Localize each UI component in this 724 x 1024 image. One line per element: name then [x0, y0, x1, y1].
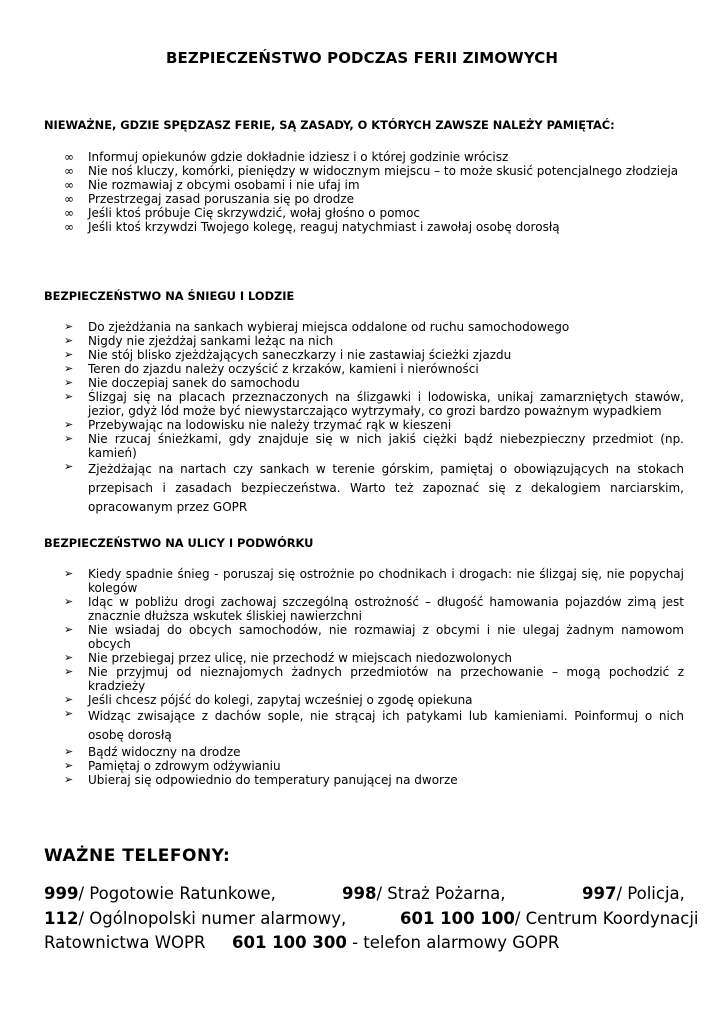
- list-item: ➢ Nie rzucaj śnieżkami, gdy znajduje się w nich jakiś ciężki bądź niebezpieczny przedmiot (np. kamień): [64, 432, 684, 460]
- list-item: ➢ Zjeżdżając na nartach czy sankach w terenie górskim, pamiętaj o obowiązujących na stokach przepisach i zasadach bezpieczeństwa. Warto też zapoznać się z dekalogiem narciarskim, opracowanym przez GOPR: [64, 460, 684, 514]
- section3-list: [44, 567, 684, 787]
- arrowhead-bullet-icon: ➢: [64, 665, 74, 678]
- list-item: ∞ Informuj opiekunów gdzie dokładnie idziesz i o której godzinie wrócisz: [64, 150, 509, 164]
- list-item: ➢ Przebywając na lodowisku nie należy trzymać rąk w kieszeni: [64, 418, 452, 432]
- list-item: ➢ Bądź widoczny na drodze: [64, 745, 241, 759]
- phones-heading: WAŻNE TELEFONY:: [44, 846, 231, 866]
- arrowhead-bullet-icon: ➢: [64, 320, 74, 333]
- arrowhead-bullet-icon: ➢: [64, 362, 74, 375]
- arrowhead-bullet-icon: ➢: [64, 390, 74, 403]
- list-item: ∞ Nie rozmawiaj z obcymi osobami i nie ufaj im: [64, 178, 360, 192]
- arrowhead-bullet-icon: ➢: [64, 567, 74, 580]
- arrowhead-bullet-icon: ➢: [64, 651, 74, 664]
- arrowhead-bullet-icon: ➢: [64, 334, 74, 347]
- list-item: ∞ Jeśli ktoś próbuje Cię skrzywdzić, wołaj głośno o pomoc: [64, 206, 421, 220]
- arrowhead-bullet-icon: ➢: [64, 432, 74, 445]
- arrowhead-bullet-icon: ➢: [64, 595, 74, 608]
- list-item: ➢ Nigdy nie zjeżdżaj sankami leżąc na nich: [64, 334, 334, 348]
- phone-entry: 999/ Pogotowie Ratunkowe,: [44, 884, 276, 903]
- list-item: ➢ Ubieraj się odpowiednio do temperatury panującej na dworze: [64, 773, 458, 787]
- list-item: ➢ Nie przebiegaj przez ulicę, nie przechodź w miejscach niedozwolonych: [64, 651, 512, 665]
- arrowhead-bullet-icon: ➢: [64, 418, 74, 431]
- phone-entry: 601 100 300 - telefon alarmowy GOPR: [232, 933, 560, 952]
- arrowhead-bullet-icon: ➢: [64, 376, 74, 389]
- phone-entry: 112/ Ogólnopolski numer alarmowy,: [44, 909, 347, 928]
- list-item: ➢ Nie stój blisko zjeżdżających saneczkarzy i nie zastawiaj ścieżki zjazdu: [64, 348, 512, 362]
- list-item: ➢ Jeśli chcesz pójść do kolegi, zapytaj wcześniej o zgodę opiekuna: [64, 693, 473, 707]
- list-item: ➢ Kiedy spadnie śnieg - poruszaj się ostrożnie po chodnikach i drogach: nie ślizgaj się, nie popychaj kolegów: [64, 567, 684, 595]
- list-item: ➢ Idąc w pobliżu drogi zachowaj szczególną ostrożność – długość hamowania pojazdów zimą jest znacznie dłuższa wskutek śliskiej nawierzchni: [64, 595, 684, 623]
- section2-list: [44, 320, 684, 517]
- list-item: ➢ Ślizgaj się na placach przeznaczonych na ślizgawki i lodowiska, unikaj zamarzniętych stawów, jezior, gdyż lód może być niewystarczająco wytrzymały, co grozi bardzo poważnym wypadkiem: [64, 390, 684, 418]
- list-item: ➢ Pamiętaj o zdrowym odżywianiu: [64, 759, 281, 773]
- arrowhead-bullet-icon: ➢: [64, 745, 74, 758]
- list-item: ➢ Nie przyjmuj od nieznajomych żadnych przedmiotów na przechowanie – mogą pochodzić z kradzieży: [64, 665, 684, 693]
- list-item: ∞ Nie noś kluczy, komórki, pieniędzy w widocznym miejscu – to może skusić potencjalnego złodzieja: [64, 164, 679, 178]
- list-item: ➢ Widząc zwisające z dachów sople, nie strącaj ich patykami lub kamieniami. Poinformuj o nich osobę dorosłą: [64, 707, 684, 742]
- infinity-bullet-icon: ∞: [64, 192, 74, 206]
- phone-entry: Ratownictwa WOPR: [44, 933, 206, 952]
- arrowhead-bullet-icon: ➢: [64, 759, 74, 772]
- arrowhead-bullet-icon: ➢: [64, 348, 74, 361]
- infinity-bullet-icon: ∞: [64, 150, 74, 164]
- infinity-bullet-icon: ∞: [64, 178, 74, 192]
- infinity-bullet-icon: ∞: [64, 206, 74, 220]
- section3-heading: BEZPIECZEŃSTWO NA ULICY I PODWÓRKU: [44, 536, 314, 550]
- page-title: BEZPIECZEŃSTWO PODCZAS FERII ZIMOWYCH: [165, 49, 559, 67]
- arrowhead-bullet-icon: ➢: [64, 707, 74, 720]
- list-item: ➢ Nie doczepiaj sanek do samochodu: [64, 376, 300, 390]
- arrowhead-bullet-icon: ➢: [64, 623, 74, 636]
- list-item: ➢ Teren do zjazdu należy oczyścić z krzaków, kamieni i nierówności: [64, 362, 479, 376]
- section2-heading: BEZPIECZEŃSTWO NA ŚNIEGU I LODZIE: [44, 289, 295, 303]
- phone-entry: 601 100 100/ Centrum Koordynacji: [400, 909, 699, 928]
- arrowhead-bullet-icon: ➢: [64, 460, 74, 473]
- arrowhead-bullet-icon: ➢: [64, 773, 74, 786]
- phone-entry: 997/ Policja,: [582, 884, 685, 903]
- infinity-bullet-icon: ∞: [64, 220, 74, 234]
- arrowhead-bullet-icon: ➢: [64, 693, 74, 706]
- phone-entry: 998/ Straż Pożarna,: [342, 884, 506, 903]
- infinity-bullet-icon: ∞: [64, 164, 74, 178]
- list-item: ∞ Przestrzegaj zasad poruszania się po drodze: [64, 192, 355, 206]
- list-item: ➢ Do zjeżdżania na sankach wybieraj miejsca oddalone od ruchu samochodowego: [64, 320, 570, 334]
- list-item: ➢ Nie wsiadaj do obcych samochodów, nie rozmawiaj z obcymi i nie ulegaj żadnym namowom obcych: [64, 623, 684, 651]
- section1-list: [44, 150, 684, 234]
- list-item: ∞ Jeśli ktoś krzywdzi Twojego kolegę, reaguj natychmiast i zawołaj osobę dorosłą: [64, 220, 560, 234]
- section1-heading: NIEWAŻNE, GDZIE SPĘDZASZ FERIE, SĄ ZASADY, O KTÓRYCH ZAWSZE NALEŻY PAMIĘTAĆ:: [44, 118, 615, 132]
